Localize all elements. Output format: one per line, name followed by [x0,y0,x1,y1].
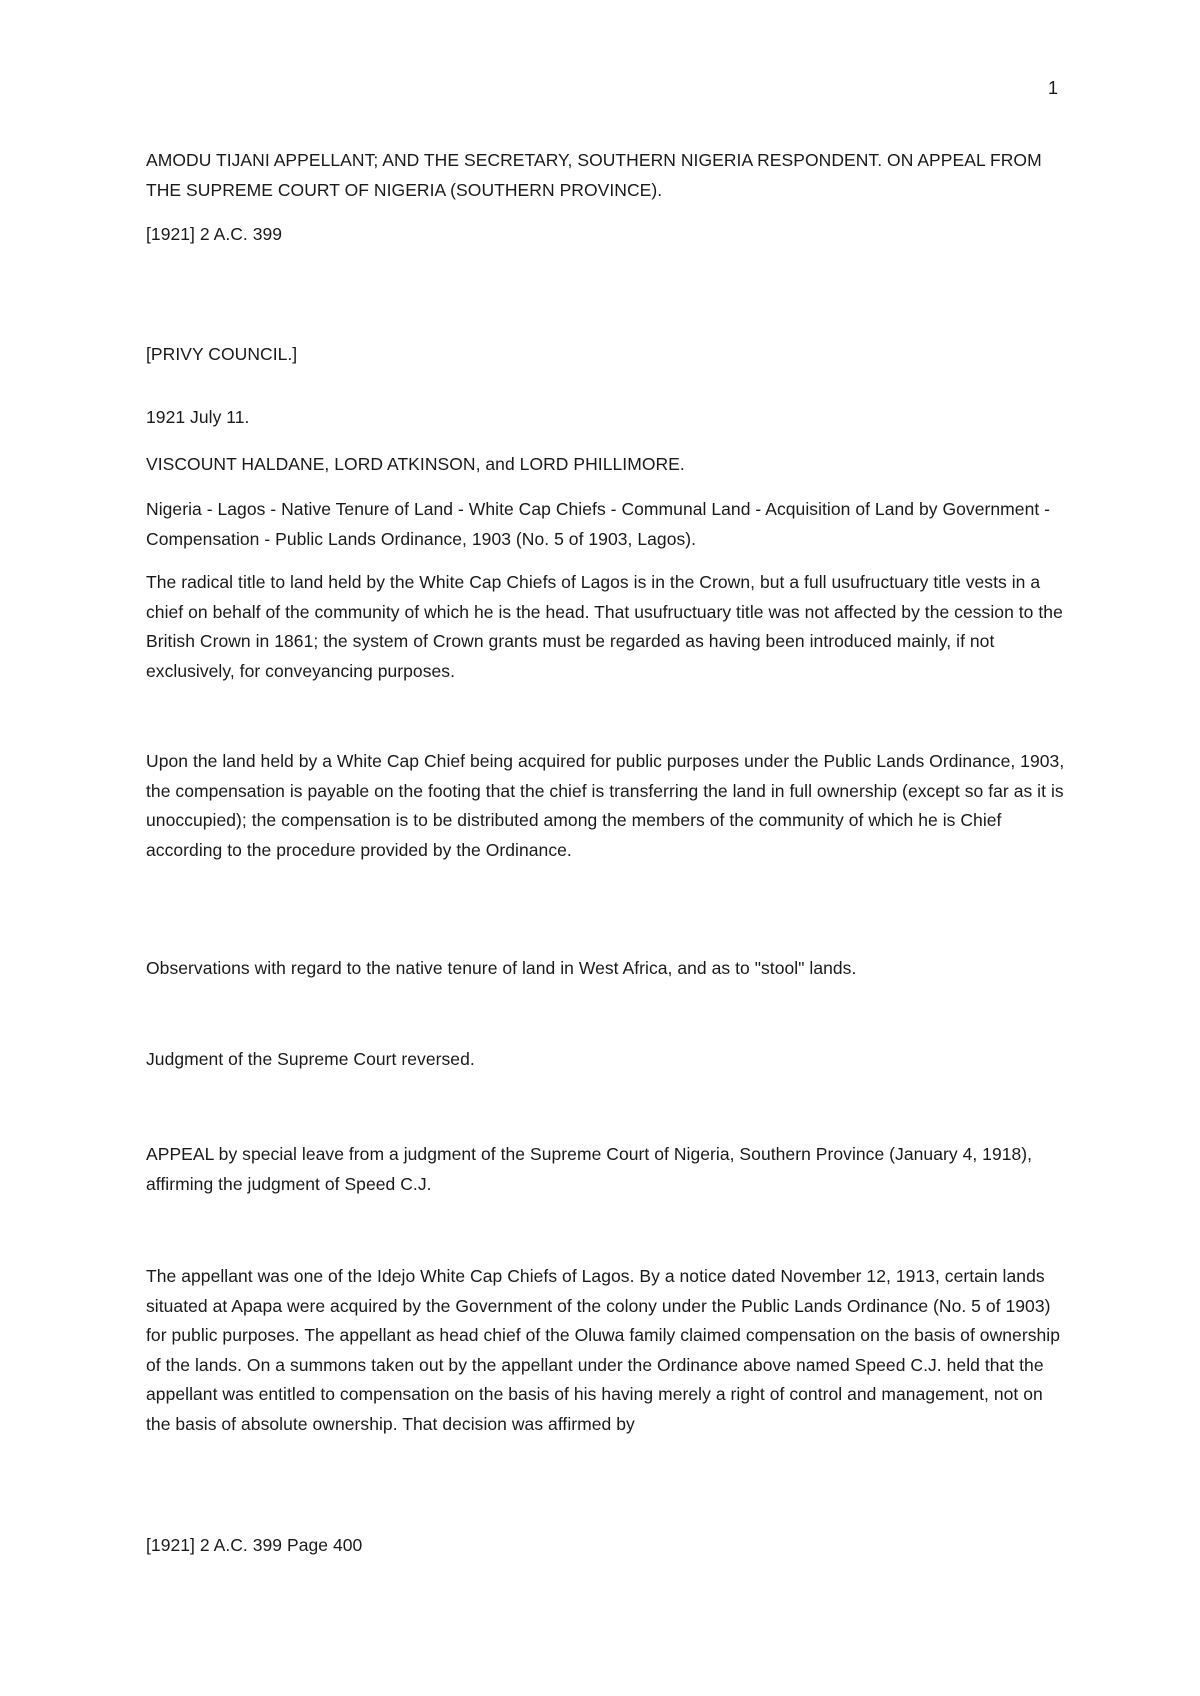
page-citation: [1921] 2 A.C. 399 Page 400 [146,1535,363,1555]
case-title: AMODU TIJANI APPELLANT; AND THE SECRETARY, SOUTHERN NIGERIA RESPONDENT. ON APPEAL FROM THE SUPREME COURT OF NIGERIA (SOUTHERN PROVINCE). [146,150,1042,200]
observations-paragraph: Observations with regard to the native tenure of land in West Africa, and as to "stool" lands. [146,958,857,978]
court-name: [PRIVY COUNCIL.] [146,344,298,364]
catchwords: Nigeria - Lagos - Native Tenure of Land - White Cap Chiefs - Communal Land - Acquisition of Land by Government - Compensation - Public Lands Ordinance, 1903 (No. 5 of 1903, Lagos). [146,499,1051,549]
result-paragraph: Judgment of the Supreme Court reversed. [146,1049,475,1069]
page-number: 1 [1047,78,1058,98]
citation: [1921] 2 A.C. 399 [146,224,283,244]
headnote-paragraph-2: Upon the land held by a White Cap Chief being acquired for public purposes under the Public Lands Ordinance, 1903, the compensation is payable on the footing that the chief is transferring the land in full ownership (except so far as it is unoccupied); the compensation is to be distributed among the members of the community of which he is Chief according to the procedure provided by the Ordinance. [146,751,1065,860]
facts-paragraph: The appellant was one of the Idejo White Cap Chiefs of Lagos. By a notice dated November 12, 1913, certain lands situated at Apapa were acquired by the Government of the colony under the Public Lands Ordinance (No. 5 of 1903) for public purposes. The appellant as head chief of the Oluwa family claimed compensation on the basis of ownership of the lands. On a summons taken out by the appellant under the Ordinance above named Speed C.J. held that the appellant was entitled to compensation on the basis of his having merely a right of control and management, not on the basis of absolute ownership. That decision was affirmed by [146,1266,1061,1434]
headnote-paragraph-1: The radical title to land held by the White Cap Chiefs of Lagos is in the Crown, but a full usufructuary title vests in a chief on behalf of the community of which he is the head. That usufructuary title was not affected by the cession to the British Crown in 1861; the system of Crown grants must be regarded as having been introduced mainly, if not exclusively, for conveyancing purposes. [146,572,1063,681]
appeal-paragraph: APPEAL by special leave from a judgment of the Supreme Court of Nigeria, Southern Province (January 4, 1918), affirming the judgment of Speed C.J. [146,1144,1033,1194]
judgment-date: 1921 July 11. [146,407,250,427]
judges-list: VISCOUNT HALDANE, LORD ATKINSON, and LORD PHILLIMORE. [146,454,685,474]
